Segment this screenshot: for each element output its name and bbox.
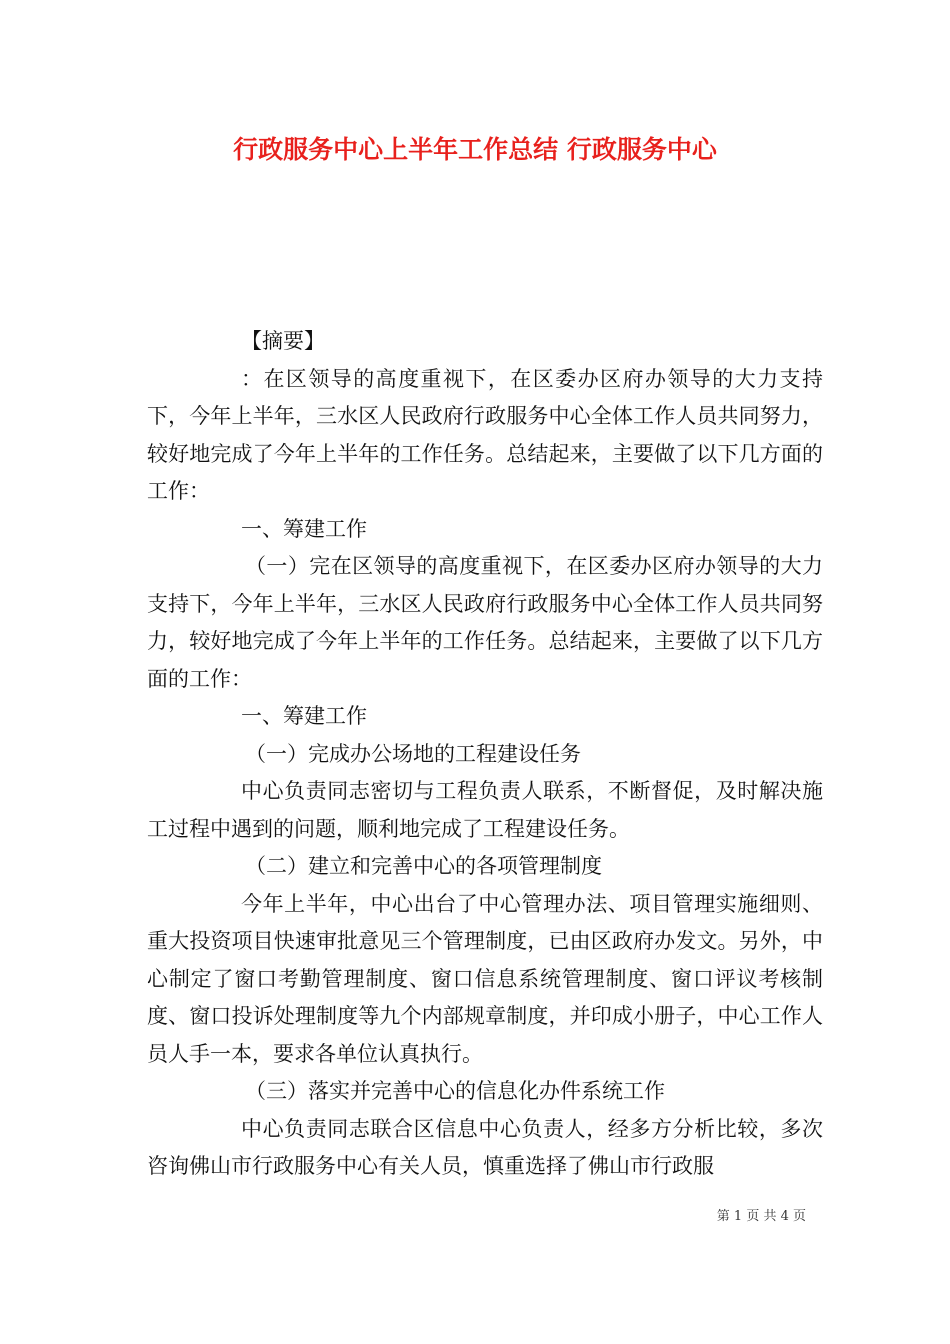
section-heading: 一、筹建工作 (241, 704, 367, 728)
subsection-heading: （二）建立和完善中心的各项管理制度 (245, 854, 602, 878)
paragraph: 中心负责同志联合区信息中心负责人，经多方分析比较，多次咨询佛山市行政服务中心有关人员，慎重选择了佛山市行政服 (147, 1116, 823, 1178)
paragraph: ：在区领导的高度重视下，在区委办区府办领导的大力支持下，今年上半年，三水区人民政府行政服务中心全体工作人员共同努力，较好地完成了今年上半年的工作任务。总结起来，主要做了以下几方面的工作： (147, 366, 823, 503)
paragraph: 中心负责同志密切与工程负责人联系，不断督促，及时解决施工过程中遇到的问题，顺利地完成了工程建设任务。 (147, 779, 823, 841)
section-heading: 一、筹建工作 (241, 516, 367, 541)
document-body (147, 323, 823, 1186)
document-title: 行政服务中心上半年工作总结 行政服务中心 (233, 135, 717, 164)
subsection-heading: （三）落实并完善中心的信息化办件系统工作 (245, 1079, 665, 1103)
subsection-paragraph: （一）完在区领导的高度重视下，在区委办区府办领导的大力支持下，今年上半年，三水区人民政府行政服务中心全体工作人员共同努力，较好地完成了今年上半年的工作任务。总结起来，主要做了以下几方面的工作： (147, 554, 823, 691)
paragraph: 今年上半年，中心出台了中心管理办法、项目管理实施细则、重大投资项目快速审批意见三个管理制度，已由区政府办发文。另外，中心制定了窗口考勤管理制度、窗口信息系统管理制度、窗口评议考核制度、窗口投诉处理制度等九个内部规章制度，并印成小册子，中心工作人员人手一本，要求各单位认真执行。 (147, 891, 823, 1066)
abstract-label: 【摘要】 (241, 329, 325, 353)
subsection-heading: （一）完成办公场地的工程建设任务 (245, 741, 581, 766)
page-number-footer: 第 1 页 共 4 页 (716, 1209, 806, 1224)
